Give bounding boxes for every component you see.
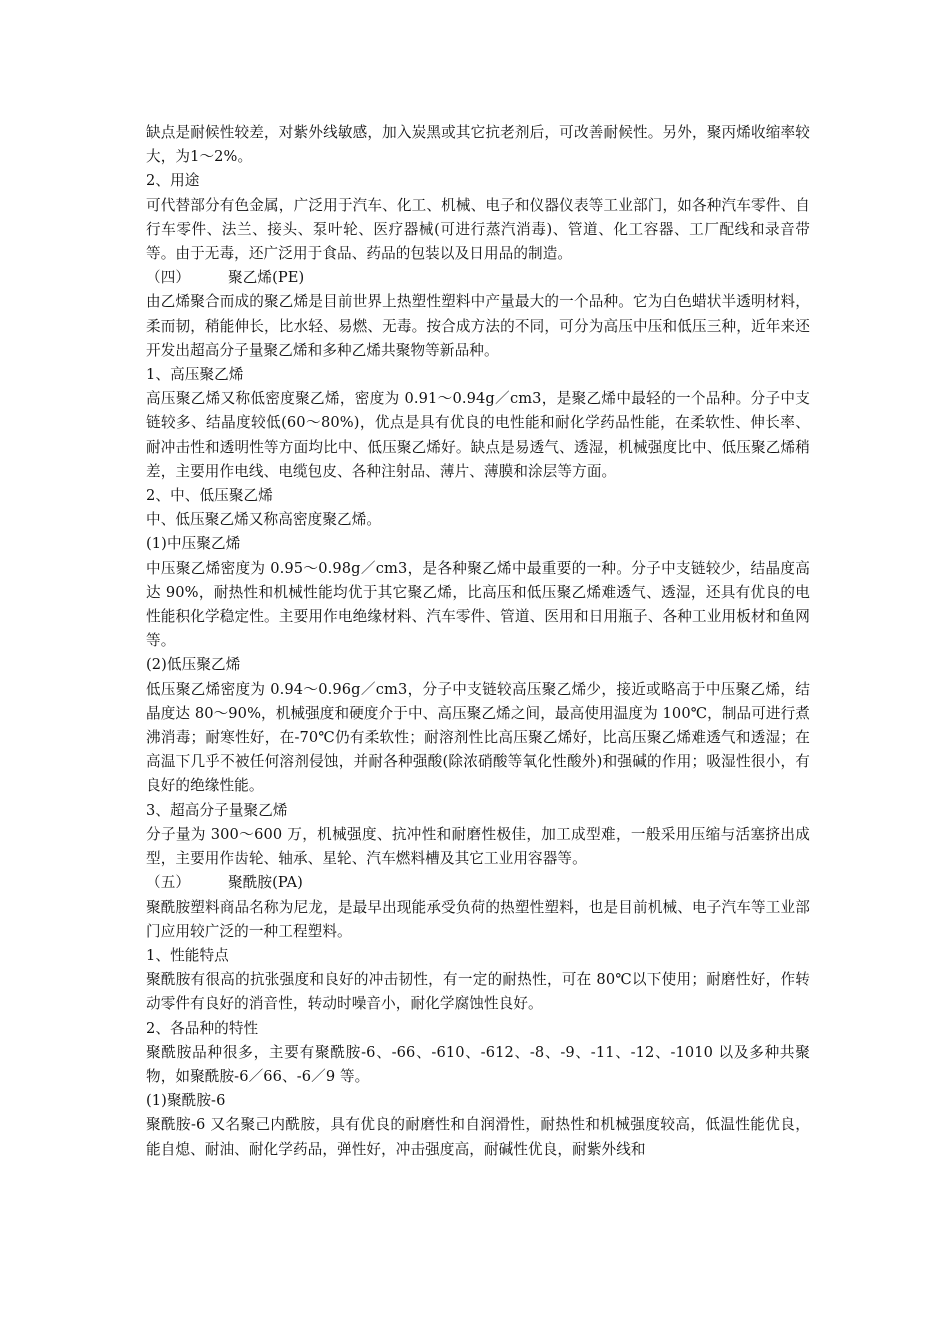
subheading: 1、高压聚乙烯: [146, 366, 244, 384]
section-number: （五）: [146, 874, 191, 892]
paragraph: 中压聚乙烯密度为 0.95～0.98g／cm3，是各种聚乙烯中最重要的一种。分子中支链较少，结晶度高达 90%，耐热性和机械性能均优于其它聚乙烯，比高压和低压聚乙烯难透气、透湿，还具有优良的电性能积化学稳定性。主要用作电绝缘材料、汽车零件、管道、医用和日用瓶子、各种工业用板材和鱼网等。: [146, 559, 810, 650]
subheading: (2)低压聚乙烯: [146, 656, 241, 674]
subheading: 3、超高分子量聚乙烯: [146, 801, 288, 819]
subheading: 中、低压聚乙烯又称高密度聚乙烯。: [146, 511, 382, 529]
section-number: （四）: [146, 269, 191, 287]
subheading: 1、性能特点: [146, 946, 229, 964]
subheading: 2、中、低压聚乙烯: [146, 487, 273, 505]
paragraph: 低压聚乙烯密度为 0.94～0.96g／cm3，分子中支链较高压聚乙烯少，接近或略高于中压聚乙烯，结晶度达 80～90%，机械强度和硬度介于中、高压聚乙烯之间，最高使用温度为 100℃，制品可进行煮沸消毒；耐寒性好，在-70℃仍有柔软性；耐溶剂性比高压聚乙烯好，比高压聚乙烯难透气和透湿；在高温下几乎不被任何溶剂侵蚀，并耐各种强酸(除浓硝酸等氧化性酸外)和强碱的作用；吸湿性很小，有良好的绝缘性能。: [146, 680, 810, 795]
paragraph: 聚酰胺有很高的抗张强度和良好的冲击韧性，有一定的耐热性，可在 80℃以下使用；耐磨性好，作转动零件有良好的消音性，转动时噪音小，耐化学腐蚀性良好。: [146, 971, 810, 1013]
paragraph: 分子量为 300～600 万，机械强度、抗冲性和耐磨性极佳，加工成型难，一般采用压缩与活塞挤出成型，主要用作齿轮、轴承、星轮、汽车燃料槽及其它工业用容器等。: [146, 825, 810, 868]
paragraph: 聚酰胺塑料商品名称为尼龙，是最早出现能承受负荷的热塑性塑料，也是目前机械、电子汽车等工业部门应用较广泛的一种工程塑料。: [146, 898, 810, 940]
subheading: (1)聚酰胺-6: [146, 1092, 226, 1110]
paragraph: 聚酰胺-6 又名聚己内酰胺，具有优良的耐磨性和自润滑性，耐热性和机械强度较高，低温性能优良，能自熄、耐油、耐化学药品，弹性好，冲击强度高，耐碱性优良，耐紫外线和: [146, 1116, 810, 1158]
subheading: 2、用途: [146, 172, 200, 190]
section-heading: [146, 266, 810, 290]
subheading: 2、各品种的特性: [146, 1019, 259, 1037]
section-title: 聚酰胺(PA): [228, 874, 303, 892]
paragraph: 由乙烯聚合而成的聚乙烯是目前世界上热塑性塑料中产量最大的一个品种。它为白色蜡状半透明材料，柔而韧，稍能伸长，比水轻、易燃、无毒。按合成方法的不同，可分为高压中压和低压三种，近年来还开发出超高分子量聚乙烯和多种乙烯共聚物等新品种。: [146, 293, 810, 359]
document-page: [146, 121, 810, 1162]
section-heading: [146, 871, 810, 895]
paragraph: 聚酰胺品种很多，主要有聚酰胺-6、-66、-610、-612、-8、-9、-11、-12、-1010 以及多种共聚物，如聚酰胺-6／66、-6／9 等。: [146, 1043, 810, 1085]
subheading: (1)中压聚乙烯: [146, 535, 241, 553]
paragraph: 高压聚乙烯又称低密度聚乙烯，密度为 0.91～0.94g／cm3，是聚乙烯中最轻的一个品种。分子中支链较多、结晶度较低(60～80%)，优点是具有优良的电性能和耐化学药品性能，在柔软性、伸长率、耐冲击性和透明性等方面均比中、低压聚乙烯好。缺点是易透气、透湿，机械强度比中、低压聚乙烯稍差，主要用作电线、电缆包皮、各种注射品、薄片、薄膜和涂层等方面。: [146, 390, 810, 480]
section-title: 聚乙烯(PE): [228, 269, 305, 287]
paragraph: 缺点是耐候性较差，对紫外线敏感，加入炭黑或其它抗老剂后，可改善耐候性。另外，聚丙烯收缩率较大，为1～2%。: [146, 124, 810, 166]
paragraph: 可代替部分有色金属，广泛用于汽车、化工、机械、电子和仪器仪表等工业部门，如各种汽车零件、自行车零件、法兰、接头、泵叶轮、医疗器械(可进行蒸汽消毒)、管道、化工容器、工厂配线和录音带等。由于无毒，还广泛用于食品、药品的包装以及日用品的制造。: [146, 196, 810, 263]
